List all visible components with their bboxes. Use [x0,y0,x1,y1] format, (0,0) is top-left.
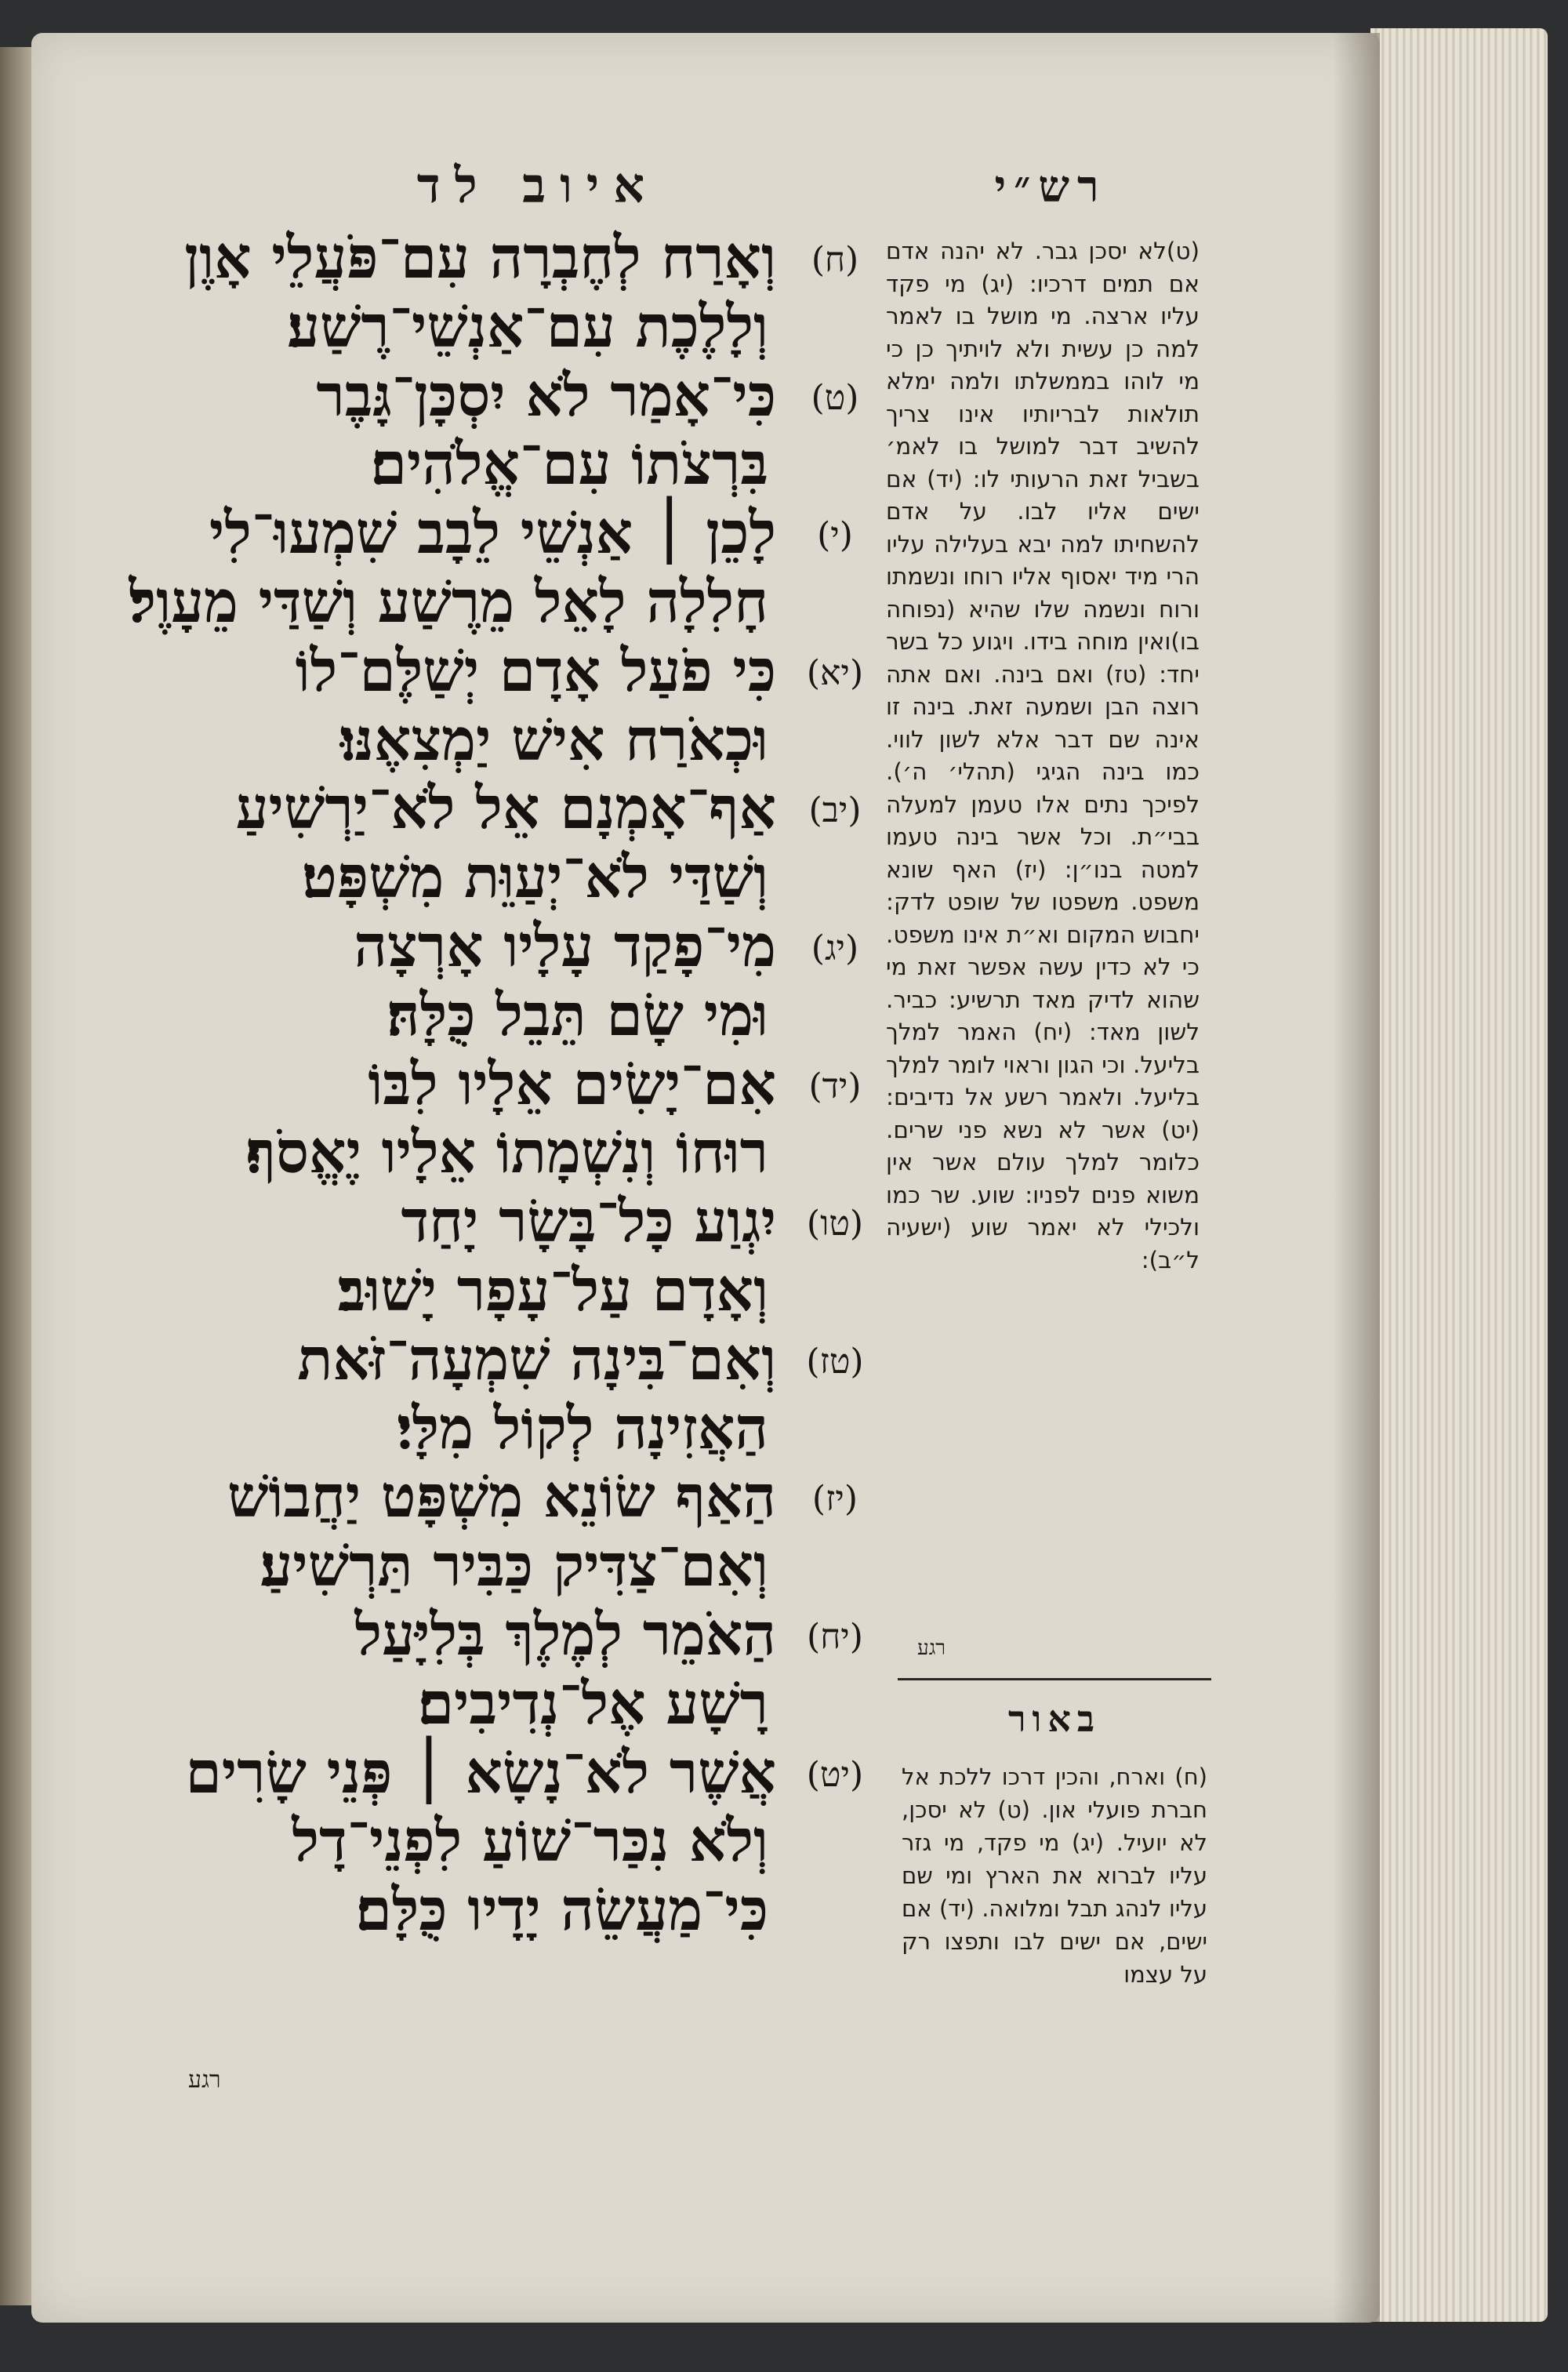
verse-line: יִגְוַע כָּל־בָּשָׂר יָחַד [401,1188,776,1256]
verse-line: כִּי פֹעַל אָדָם יְשַׁלֶּם־לוֹ [295,637,776,705]
verse-line: אֲשֶׁר לֹא־נָשָׂא ׀ פְּנֵי שָׂרִים [185,1738,776,1807]
verse-line: כִּי־מַעֲשֵׂה יָדָיו כֻּלָּם׃ [355,1876,768,1945]
rashi-catchword: רגע [917,1636,946,1660]
verse-line: וּמִי שָׂם תֵּבֵל כֻּלָּהּ׃ [387,981,768,1049]
binding-edge [0,47,34,2305]
verse-line: חָלִלָה לָאֵל מֵרֶשַׁע וְשַׁדַּי מֵעָוֶל׃ [129,568,768,636]
verse-line: וְאִם־בִּינָה שִׁמְעָה־זֹּאת [297,1325,776,1393]
verse-line: בִּרְצֹתוֹ עִם־אֱלֹהִים׃ [370,430,768,499]
verse-line: לָכֵן ׀ אַנְשֵׁי לֵבָב שִׁמְעוּ־לִי [209,499,776,568]
verse-line: וְשַׁדַּי לֹא־יְעַוֵּת מִשְׁפָּט׃ [302,844,768,912]
verse-number: (טז) [806,1341,864,1382]
verse-number: (יג) [811,928,859,968]
verse-line: וְלָלֶכֶת עִם־אַנְשֵׁי־רֶשַׁע׃ [287,292,768,361]
verse-number: (ט) [811,377,859,418]
verse-line: רָשָׁע אֶל־נְדִיבִים׃ [417,1669,768,1738]
verse-line: אַף־אָמְנָם אֵל לֹא־יַרְשִׁיעַ [235,775,776,843]
verse-line: הַאֹמֵר לְמֶלֶךְ בְּלִיָּעַל [354,1601,776,1669]
verse-line: הַאֲזִינָה לְקוֹל מִלָּי׃ [397,1394,768,1462]
rashi-commentary: (ט)לא יסכן גבר. לא יהנה אדם אם תמים דרכיו: (יג) מי פקד עליו ארצה. מי מושל בו לאמר למה כן עשית ולא לויתיך כן כי מי לוהו בממשלתו ולמה ימלא תולאות לבריותיו אינו צריך להשיב דבר למושל בו לאמ׳ בשביל זאת הרעותי לו: (יד) אם ישים אליו לבו. על אדם להשחיתו למה יבא בעלילה עליו הרי מיד יאסוף אליו רוחו ונשמתו ורוח ונשמה שלו שהיא (נפוחה בו)ואין מוחה בידו. ויגוע כל בשר יחד: (טז) ואם בינה. ואם אתה רוצה הבן ושמעה זאת. בינה זו אינה שם דבר אלא לשון לווי. כמו בינה הגיגי (תהלי׳ ה׳). לפיכך נתים אלו טעמן למעלה בבי״ת. וכל אשר בינה טעמו למטה בנו״ן: (יז) האף שונא משפט. משפטו של שופט לדק: יחבוש המקום וא״ת אינו משפט. כי לא כדין עשה אפשר זאת מי שהוא לדיק מאד תרשיע: כביר. לשון מאד: (יח) האמר למלך בליעל. וכי הגון וראוי לומר למלך בליעל. ולאמר רשע אל נדיבים: (יט) אשר לא נשא פני שרים. כלומר למלך עולם אשר אין משוא פנים לפניו: שוע. שר כמו ולכילי לא יאמר שוע (ישעיה ל״ב): [886,238,1200,1273]
page-shadow [1333,33,1380,2323]
verse-line: וְאָדָם עַל־עָפָר יָשׁוּב׃ [337,1257,768,1324]
verse-line: וְאָרַח לְחֶבְרָה עִם־פֹּעֲלֵי אָוֶן [184,224,776,292]
verse-number: (יב) [808,790,862,831]
verse-line: מִי־פָקַד עָלָיו אָרְצָה [354,913,776,980]
verse-line: כִּי־אָמַר לֹא יִסְכָּן־גָּבֶר [316,361,776,430]
verse-line: וְאִם־צַדִּיק כַּבִּיר תַּרְשִׁיעַ׃ [260,1532,768,1600]
rashi-header-title: רש״י [994,161,1107,212]
page-catchword: רגע [188,2066,221,2094]
page-edges [1370,28,1548,2322]
verse-number: (טו) [806,1204,864,1244]
verse-number: (יא) [806,652,864,693]
biur-commentary: (ח) וארח, והכין דרכו ללכת אל חברת פועלי און. (ט) לא יסכן, לא יועיל. (יג) מי פקד, מי גזר עליו לברוא את הארץ ומי שם עליו לנהג תבל ומלואה. (יד) אם ישים, אם ישים לבו ותפצו רק על עצמו [902,1764,1207,1988]
verse-line: הַאַף שׂוֹנֵא מִשְׁפָּט יַחֲבוֹשׁ [227,1463,776,1531]
biur-title: באור [1007,1698,1102,1740]
verse-line: וּכְאֹרַח אִישׁ יַמְצִאֶנּוּ׃ [339,706,768,774]
verse-line: וְלֹא נִכַּר־שׁוֹעַ לִפְנֵי־דָל [292,1807,768,1876]
verse-number: (יט) [806,1754,864,1795]
verse-number: (יד) [808,1066,862,1106]
section-divider [898,1678,1211,1680]
page-header-title: איוב לד [416,157,659,214]
verse-line: אִם־יָשִׂים אֵלָיו לִבּוֹ [368,1050,776,1118]
verse-number: (ח) [811,240,859,280]
verse-number: (י) [817,515,853,556]
verse-number: (יז) [811,1479,858,1520]
verse-line: רוּחוֹ וְנִשְׁמָתוֹ אֵלָיו יֶאֱסֹף׃ [245,1119,768,1187]
verse-number: (יח) [807,1617,863,1657]
